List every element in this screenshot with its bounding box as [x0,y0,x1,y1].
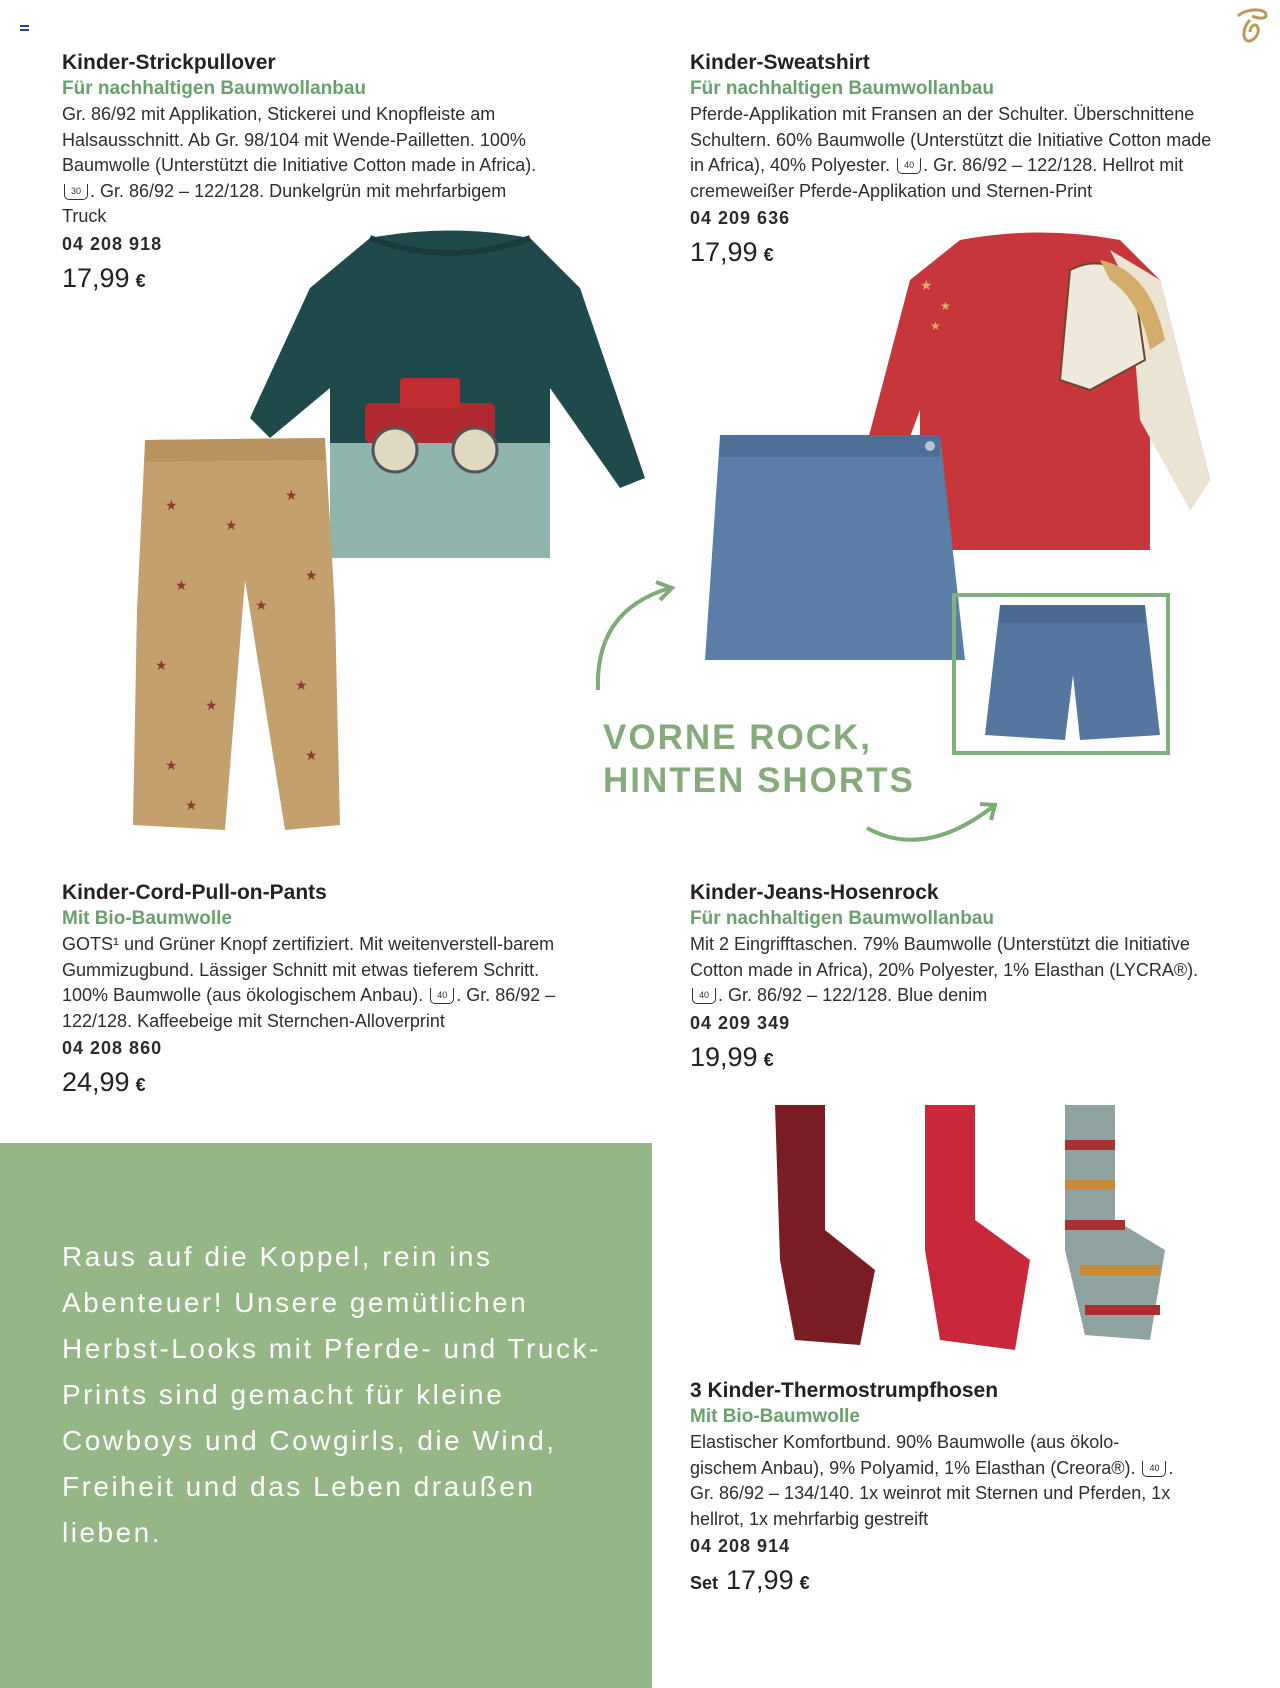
svg-text:★: ★ [295,677,308,693]
cord-pants-image[interactable] [125,430,355,840]
product-subtitle: Mit Bio-Baumwolle [690,1406,860,1427]
product-description: Pferde-Applikation mit Fransen an der Schulter. Überschnittene Schultern. 60% Baumwolle (Unterstützt die Initiative Cotton made in Africa), 40% Polyester. 40 . Gr. 86/92 – 122/128. Hellrot mit cremeweißer Pferde-Applikation und Sternen-Print [690,104,1212,201]
product-title: Kinder-Cord-Pull-on-Pants [62,881,327,904]
price: 19,99 € [690,1041,774,1072]
product-title: 3 Kinder-Thermostrumpfhosen [690,1379,999,1402]
svg-text:★: ★ [225,517,238,533]
article-number: 04 208 860 [62,1038,163,1059]
promo-text: Raus auf die Koppel, rein ins Abenteuer! Unsere gemütlichen Herbst-Looks mit Pferde- und Truck-Prints sind gemacht für kleine Cowboys und Cowgirls, die Wind, Freiheit und das Leben draußen lieben. [62,1241,601,1548]
product-subtitle: Mit Bio-Baumwolle [62,908,232,929]
article-number: 04 208 914 [690,1536,791,1557]
thermostrumpfhosen-image[interactable] [765,1100,1175,1360]
callout-text: VORNE ROCK, HINTEN SHORTS [603,718,915,800]
svg-text:★: ★ [165,757,178,773]
product-jeans-hosenrock [690,880,1230,1077]
svg-text:★: ★ [205,697,218,713]
wash-symbol-icon: 40 [692,988,716,1004]
svg-text:★: ★ [165,497,178,513]
svg-text:★: ★ [175,577,188,593]
product-subtitle: Für nachhaltigen Baumwollanbau [690,908,995,929]
product-description: Gr. 86/92 mit Applikation, Stickerei und Knopfleiste am Halsausschnitt. Ab Gr. 98/104 mit Wende-Pailletten. 100% Baumwolle (Unterstützt die Initiative Cotton made in Africa). 30 . Gr. 86/92 – 122/128. Dunkelgrün mit mehrfarbigem Truck [62,104,537,227]
wash-symbol-icon: 40 [897,158,921,174]
price: Set 17,99 € [690,1565,810,1596]
product-subtitle: Für nachhaltigen Baumwollanbau [690,78,995,99]
wash-symbol-icon: 40 [1142,1461,1166,1477]
svg-text:★: ★ [305,567,318,583]
jeans-hosenrock-image[interactable] [700,435,970,675]
tchibo-logo-icon [1232,6,1272,51]
product-subtitle: Für nachhaltigen Baumwollanbau [62,78,367,99]
product-description: Elastischer Komfortbund. 90% Baumwolle (aus ökolo-gischem Anbau), 9% Polyamid, 1% Elasthan (Creora®). 40 . Gr. 86/92 – 134/140. 1x weinrot mit Sternen und Pferden, 1x hellrot, 1x mehrfarbig gestreift [690,1432,1174,1529]
wash-symbol-icon: 30 [64,184,88,200]
wash-symbol-icon: 40 [430,988,454,1004]
product-cord-pants [62,880,622,1102]
menu-icon[interactable] [20,20,30,38]
price: 17,99 € [690,237,774,268]
svg-text:★: ★ [255,597,268,613]
article-number: 04 209 636 [690,208,791,229]
article-number: 04 209 349 [690,1012,791,1033]
svg-text:★: ★ [920,277,933,293]
product-description: GOTS¹ und Grüner Knopf zertifiziert. Mit weitenverstell-barem Gummizugbund. Lässiger Schnitt mit etwas tieferem Schritt. 100% Baumwolle (aus ökologischem Anbau). 40 . Gr. 86/92 – 122/128. Kaffeebeige mit Sternchen-Alloverprint [62,934,556,1031]
price: 24,99 € [62,1067,146,1098]
product-thermostrumpfhosen [690,1378,1230,1600]
product-title: Kinder-Sweatshirt [690,51,870,74]
svg-text:★: ★ [185,797,198,813]
product-description: Mit 2 Eingrifftaschen. 79% Baumwolle (Unterstützt die Initiative Cotton made in Africa), 20% Polyester, 1% Elasthan (LYCRA®). 40 . Gr. 86/92 – 122/128. Blue denim [690,934,1199,1006]
product-title: Kinder-Jeans-Hosenrock [690,881,939,904]
article-number: 04 208 918 [62,233,163,254]
svg-text:★: ★ [305,747,318,763]
product-title: Kinder-Strickpullover [62,51,276,74]
price: 17,99 € [62,262,146,293]
svg-text:★: ★ [930,319,941,333]
svg-text:★: ★ [940,299,951,313]
curved-arrow-icon [865,800,1000,850]
curved-arrow-icon [590,580,680,695]
svg-text:★: ★ [285,487,298,503]
shorts-image[interactable] [985,605,1160,745]
svg-text:★: ★ [155,657,168,673]
